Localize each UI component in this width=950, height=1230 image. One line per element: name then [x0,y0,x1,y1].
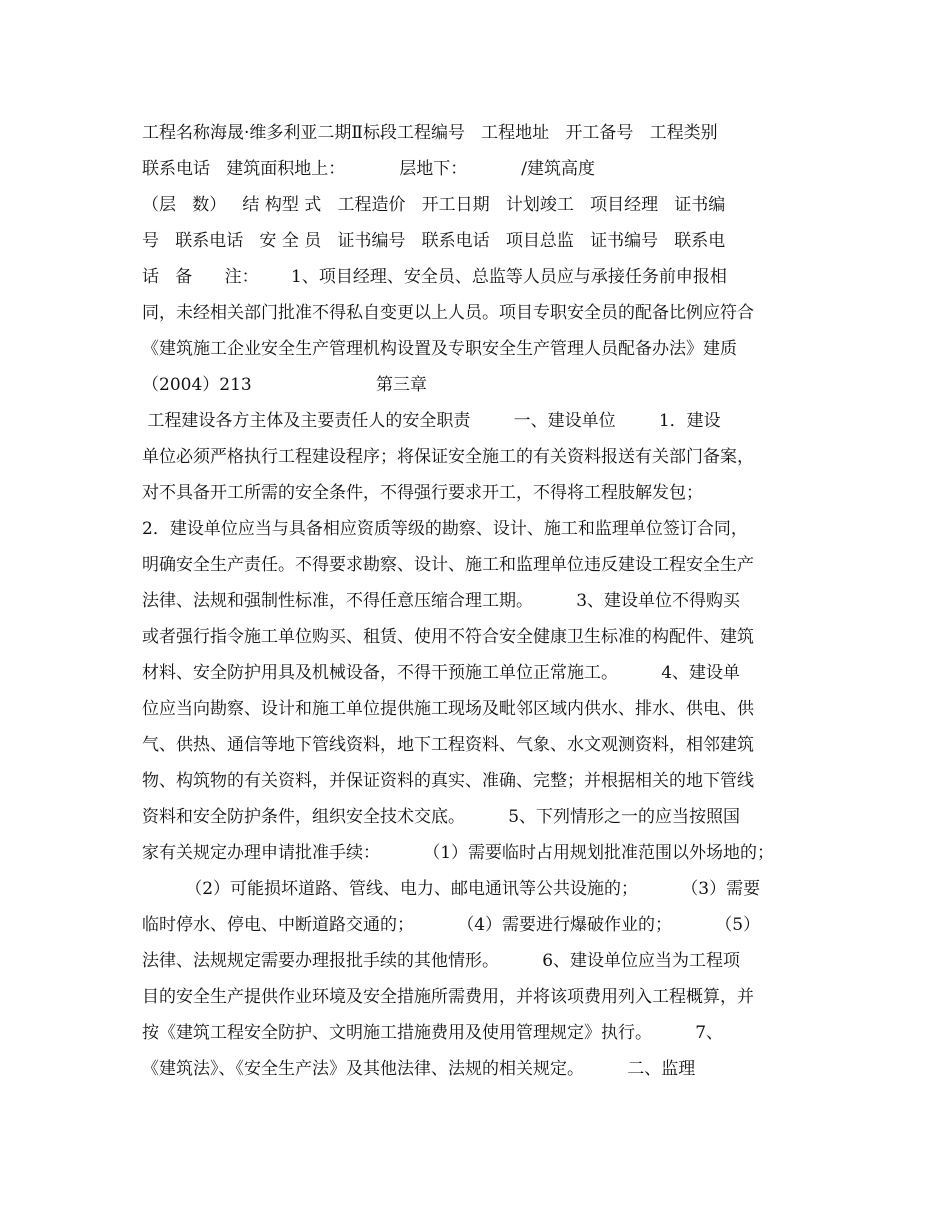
text-line: 法律、法规和强制性标准，不得任意压缩合理工期。 3、建设单位不得购买 [142,591,741,611]
text-line: 明确安全生产责任。不得要求勘察、设计、施工和监理单位违反建设工程安全生产 [142,555,754,575]
text-line: 按《建筑工程安全防护、文明施工措施费用及使用管理规定》执行。 7、 [142,1023,724,1043]
text-line: （层 数） 结 构型 式 工程造价 开工日期 计划竣工 项目经理 证书编 [142,195,726,215]
text-line: 位应当向勘察、设计和施工单位提供施工现场及毗邻区域内供水、排水、供电、供 [142,699,754,719]
text-line: （2）可能损坏道路、管线、电力、邮电通讯等公共设施的； （3）需要 [142,879,761,899]
text-line: 话 备 注： 1、项目经理、安全员、总监等人员应与承接任务前申报相 [142,267,727,287]
text-line: 《建筑法》、《安全生产法》及其他法律、法规的相关规定。 二、监理 [142,1059,696,1079]
text-line: 《建筑施工企业安全生产管理机构设置及专职安全生产管理人员配备办法》建质 [142,339,737,359]
text-line: 单位必须严格执行工程建设程序；将保证安全施工的有关资料报送有关部门备案， [142,447,754,467]
text-line: 物、构筑物的有关资料，并保证资料的真实、准确、完整；并根据相关的地下管线 [142,771,754,791]
text-line: 联系电话 建筑面积地上： 层地下： /建筑高度 [142,159,596,179]
text-line: 2．建设单位应当与具备相应资质等级的勘察、设计、施工和监理单位签订合同， [142,519,748,539]
text-line: 法律、法规规定需要办理报批手续的其他情形。 6、建设单位应当为工程项 [142,951,741,971]
text-line: 对不具备开工所需的安全条件，不得强行要求开工，不得将工程肢解发包； [142,483,703,503]
text-line: 材料、安全防护用具及机械设备，不得干预施工单位正常施工。 4、建设单 [142,663,741,683]
text-line: 工程建设各方主体及主要责任人的安全职责 一、建设单位 1．建设 [142,411,721,431]
text-line: 家有关规定办理申请批准手续： （1）需要临时占用规划批准范围以外场地的； [142,843,775,863]
text-line: 或者强行指令施工单位购买、租赁、使用不符合安全健康卫生标准的构配件、建筑 [142,627,754,647]
text-line: 资料和安全防护条件，组织安全技术交底。 5、下列情形之一的应当按照国 [142,807,741,827]
text-line: 同，未经相关部门批准不得私自变更以上人员。项目专职安全员的配备比例应符合 [142,303,754,323]
text-line: 工程名称海晟·维多利亚二期Ⅱ标段工程编号 工程地址 开工备号 工程类别 [142,123,718,143]
text-line: 气、供热、通信等地下管线资料，地下工程资料、气象、水文观测资料，相邻建筑 [142,735,754,755]
text-line: （2004）213 第三章 [142,375,427,395]
text-line: 临时停水、停电、中断道路交通的； （4）需要进行爆破作业的； （5） [142,915,761,935]
text-line: 目的安全生产提供作业环境及安全措施所需费用，并将该项费用列入工程概算，并 [142,987,754,1007]
text-line: 号 联系电话 安 全 员 证书编号 联系电话 项目总监 证书编号 联系电 [142,231,726,251]
